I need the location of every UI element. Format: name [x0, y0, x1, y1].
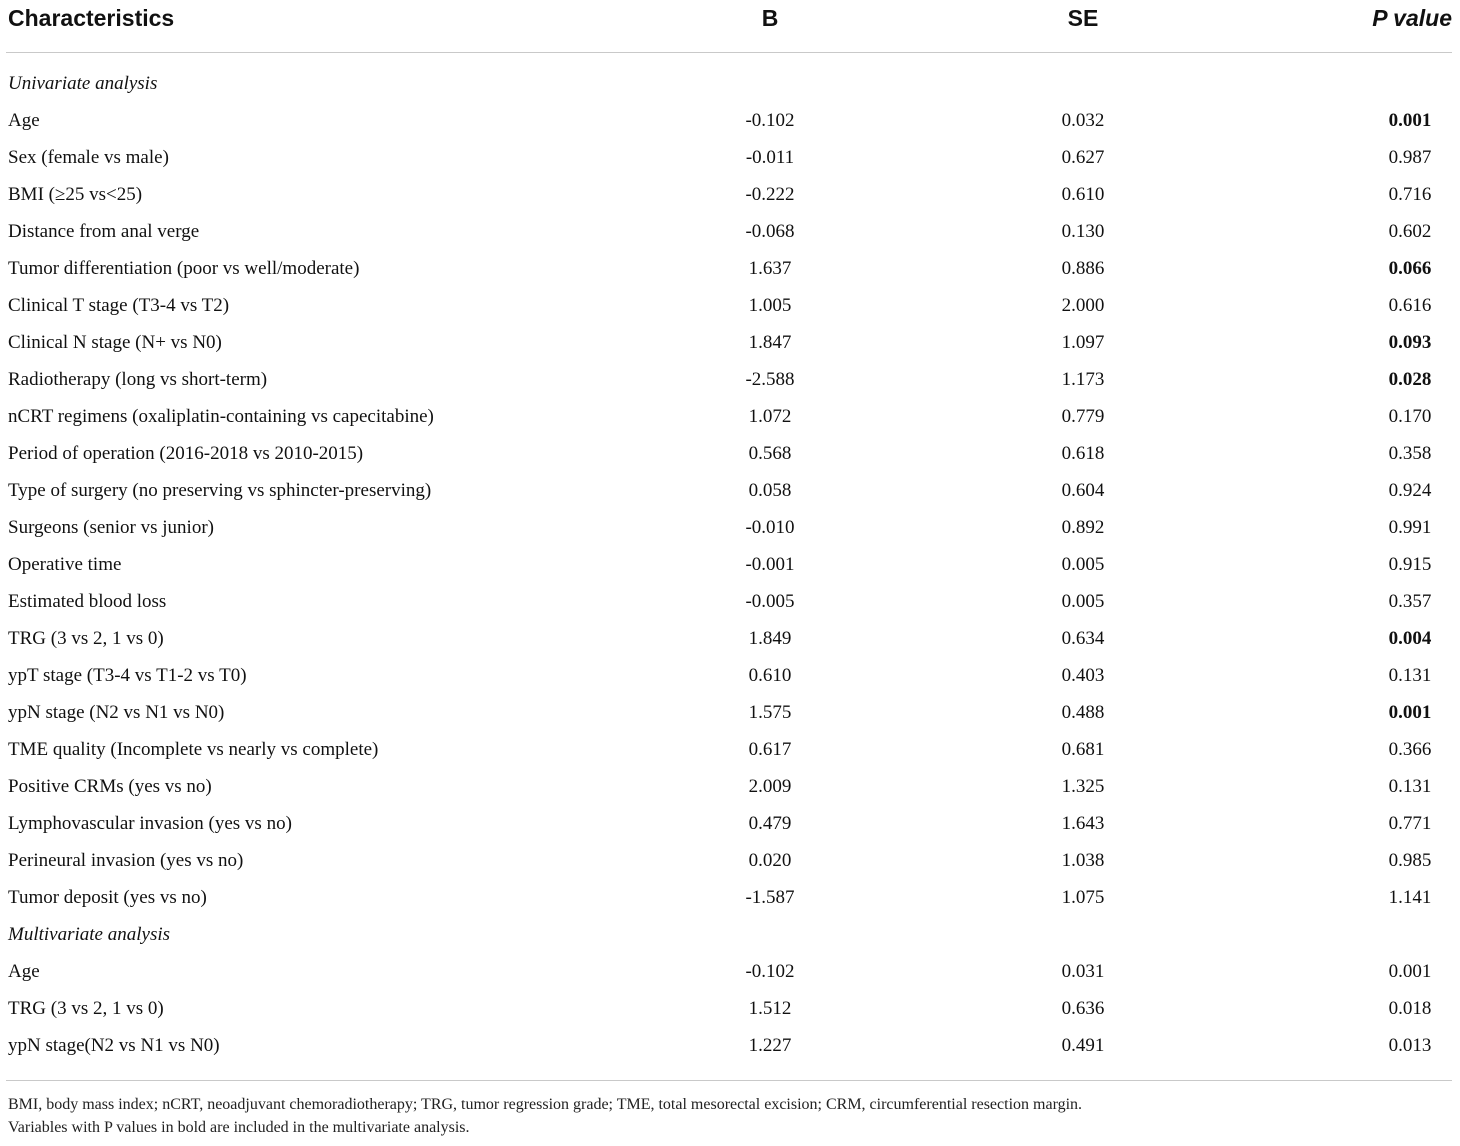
row-b-value: 0.610: [748, 665, 792, 686]
row-se-value: 0.491: [1061, 1035, 1105, 1056]
section-heading: Univariate analysis: [8, 73, 158, 94]
row-b-value: 1.575: [748, 702, 792, 723]
table-row: [0, 176, 1460, 213]
row-characteristic: Age: [8, 961, 40, 982]
table-row: [0, 361, 1460, 398]
row-characteristic: Lymphovascular invasion (yes vs no): [8, 813, 292, 834]
table-row: [0, 398, 1460, 435]
row-characteristic: TME quality (Incomplete vs nearly vs complete): [8, 739, 379, 760]
row-b-value: -0.102: [745, 110, 795, 131]
row-se-value: 0.005: [1061, 591, 1105, 612]
row-characteristic: Period of operation (2016-2018 vs 2010-2015): [8, 443, 364, 464]
row-p-value: 0.001: [1388, 110, 1432, 131]
row-characteristic: Operative time: [8, 554, 122, 575]
row-p-value: 0.985: [1388, 850, 1432, 871]
row-characteristic: ypN stage (N2 vs N1 vs N0): [8, 702, 225, 723]
row-characteristic: Clinical N stage (N+ vs N0): [8, 332, 222, 353]
row-se-value: 0.634: [1061, 628, 1105, 649]
table-row: [0, 990, 1460, 1027]
footnote-bold-note: Variables with P values in bold are included in the multivariate analysis.: [8, 1119, 470, 1136]
row-p-value: 0.357: [1388, 591, 1432, 612]
table-row: [0, 435, 1460, 472]
row-b-value: -0.001: [745, 554, 795, 575]
row-b-value: -0.102: [745, 961, 795, 982]
section-heading: Multivariate analysis: [8, 924, 171, 945]
row-se-value: 1.325: [1061, 776, 1105, 797]
table-row: [0, 509, 1460, 546]
row-se-value: 0.005: [1061, 554, 1105, 575]
row-characteristic: Positive CRMs (yes vs no): [8, 776, 212, 797]
row-b-value: -0.068: [745, 221, 795, 242]
row-characteristic: Estimated blood loss: [8, 591, 167, 612]
row-b-value: 1.637: [748, 258, 792, 279]
row-p-value: 1.141: [1388, 887, 1432, 908]
row-se-value: 0.403: [1061, 665, 1105, 686]
row-b-value: 1.227: [748, 1035, 792, 1056]
table-row: [0, 1027, 1460, 1064]
row-characteristic: Age: [8, 110, 40, 131]
row-p-value: 0.987: [1388, 147, 1432, 168]
row-p-value: 0.602: [1388, 221, 1432, 242]
row-se-value: 0.618: [1061, 443, 1105, 464]
table-row: [0, 657, 1460, 694]
row-b-value: 0.617: [748, 739, 792, 760]
row-b-value: 1.005: [748, 295, 792, 316]
row-characteristic: ypN stage(N2 vs N1 vs N0): [8, 1035, 220, 1056]
row-b-value: 0.479: [748, 813, 792, 834]
row-p-value: 0.131: [1388, 776, 1432, 797]
row-se-value: 0.779: [1061, 406, 1105, 427]
row-se-value: 0.681: [1061, 739, 1105, 760]
row-b-value: 1.072: [748, 406, 792, 427]
row-se-value: 0.032: [1061, 110, 1105, 131]
row-p-value: 0.001: [1388, 702, 1432, 723]
table-bottom-divider: [6, 1080, 1452, 1081]
header-divider: [6, 52, 1452, 53]
row-se-value: 1.643: [1061, 813, 1105, 834]
row-b-value: -1.587: [745, 887, 795, 908]
row-b-value: 1.512: [748, 998, 792, 1019]
row-characteristic: Perineural invasion (yes vs no): [8, 850, 244, 871]
header-b: B: [761, 5, 779, 31]
row-se-value: 0.886: [1061, 258, 1105, 279]
row-characteristic: Tumor differentiation (poor vs well/moderate): [8, 258, 360, 279]
table-row: [0, 250, 1460, 287]
row-p-value: 0.066: [1388, 258, 1432, 279]
row-p-value: 0.924: [1388, 480, 1432, 501]
header-se: SE: [1067, 5, 1099, 31]
row-se-value: 0.627: [1061, 147, 1105, 168]
row-characteristic: Type of surgery (no preserving vs sphincter-preserving): [8, 480, 432, 501]
table-row: [0, 583, 1460, 620]
row-characteristic: Surgeons (senior vs junior): [8, 517, 214, 538]
table-row: [0, 546, 1460, 583]
row-b-value: 0.568: [748, 443, 792, 464]
table-row: [0, 324, 1460, 361]
row-b-value: 1.847: [748, 332, 792, 353]
table-footnote: [8, 1093, 1448, 1139]
header-characteristics: Characteristics: [8, 5, 175, 31]
row-characteristic: TRG (3 vs 2, 1 vs 0): [8, 628, 164, 649]
row-b-value: -2.588: [745, 369, 795, 390]
row-characteristic: ypT stage (T3-4 vs T1-2 vs T0): [8, 665, 247, 686]
table-row: [0, 139, 1460, 176]
table-row: [0, 731, 1460, 768]
row-characteristic: Tumor deposit (yes vs no): [8, 887, 207, 908]
row-p-value: 0.093: [1388, 332, 1432, 353]
row-b-value: 0.058: [748, 480, 792, 501]
row-b-value: -0.222: [745, 184, 795, 205]
row-p-value: 0.991: [1388, 517, 1432, 538]
row-b-value: -0.011: [745, 147, 795, 168]
table-header: [0, 0, 1460, 52]
table-row: [0, 102, 1460, 139]
row-se-value: 0.604: [1061, 480, 1105, 501]
table-row: [0, 768, 1460, 805]
table-row: [0, 620, 1460, 657]
row-b-value: 0.020: [748, 850, 792, 871]
row-se-value: 0.892: [1061, 517, 1105, 538]
row-p-value: 0.170: [1388, 406, 1432, 427]
row-b-value: -0.005: [745, 591, 795, 612]
row-b-value: 2.009: [748, 776, 792, 797]
row-se-value: 0.488: [1061, 702, 1105, 723]
header-p-value: P value: [1372, 5, 1452, 31]
row-se-value: 1.173: [1061, 369, 1105, 390]
row-characteristic: nCRT regimens (oxaliplatin-containing vs capecitabine): [8, 406, 434, 427]
row-p-value: 0.018: [1388, 998, 1432, 1019]
footnote-abbreviations: BMI, body mass index; nCRT, neoadjuvant chemoradiotherapy; TRG, tumor regression grade; TME, total mesorectal excision; CRM, circumferential resection margin.: [8, 1096, 1083, 1113]
row-characteristic: Radiotherapy (long vs short-term): [8, 369, 268, 390]
table-row: [0, 842, 1460, 879]
row-se-value: 0.031: [1061, 961, 1105, 982]
table-row: [0, 953, 1460, 990]
row-p-value: 0.028: [1388, 369, 1432, 390]
row-p-value: 0.013: [1388, 1035, 1432, 1056]
row-characteristic: TRG (3 vs 2, 1 vs 0): [8, 998, 164, 1019]
row-characteristic: Sex (female vs male): [8, 147, 169, 168]
row-characteristic: Distance from anal verge: [8, 221, 200, 242]
row-p-value: 0.915: [1388, 554, 1432, 575]
row-p-value: 0.616: [1388, 295, 1432, 316]
row-se-value: 1.038: [1061, 850, 1105, 871]
table-body: [0, 65, 1460, 1064]
table-row: [0, 694, 1460, 731]
row-se-value: 0.636: [1061, 998, 1105, 1019]
row-p-value: 0.004: [1388, 628, 1432, 649]
row-p-value: 0.366: [1388, 739, 1432, 760]
row-p-value: 0.771: [1388, 813, 1432, 834]
table-row: [0, 879, 1460, 916]
row-p-value: 0.001: [1388, 961, 1432, 982]
row-p-value: 0.716: [1388, 184, 1432, 205]
table-row: [0, 213, 1460, 250]
table-row: [0, 805, 1460, 842]
row-characteristic: BMI (≥25 vs<25): [8, 184, 143, 205]
row-se-value: 1.075: [1061, 887, 1105, 908]
row-p-value: 0.131: [1388, 665, 1432, 686]
row-b-value: -0.010: [745, 517, 795, 538]
row-se-value: 0.610: [1061, 184, 1105, 205]
section-heading-row: [0, 916, 1460, 953]
section-heading-row: [0, 65, 1460, 102]
row-se-value: 0.130: [1061, 221, 1105, 242]
row-characteristic: Clinical T stage (T3-4 vs T2): [8, 295, 230, 316]
row-b-value: 1.849: [748, 628, 792, 649]
table-row: [0, 472, 1460, 509]
row-se-value: 1.097: [1061, 332, 1105, 353]
table-row: [0, 287, 1460, 324]
row-p-value: 0.358: [1388, 443, 1432, 464]
row-se-value: 2.000: [1061, 295, 1105, 316]
